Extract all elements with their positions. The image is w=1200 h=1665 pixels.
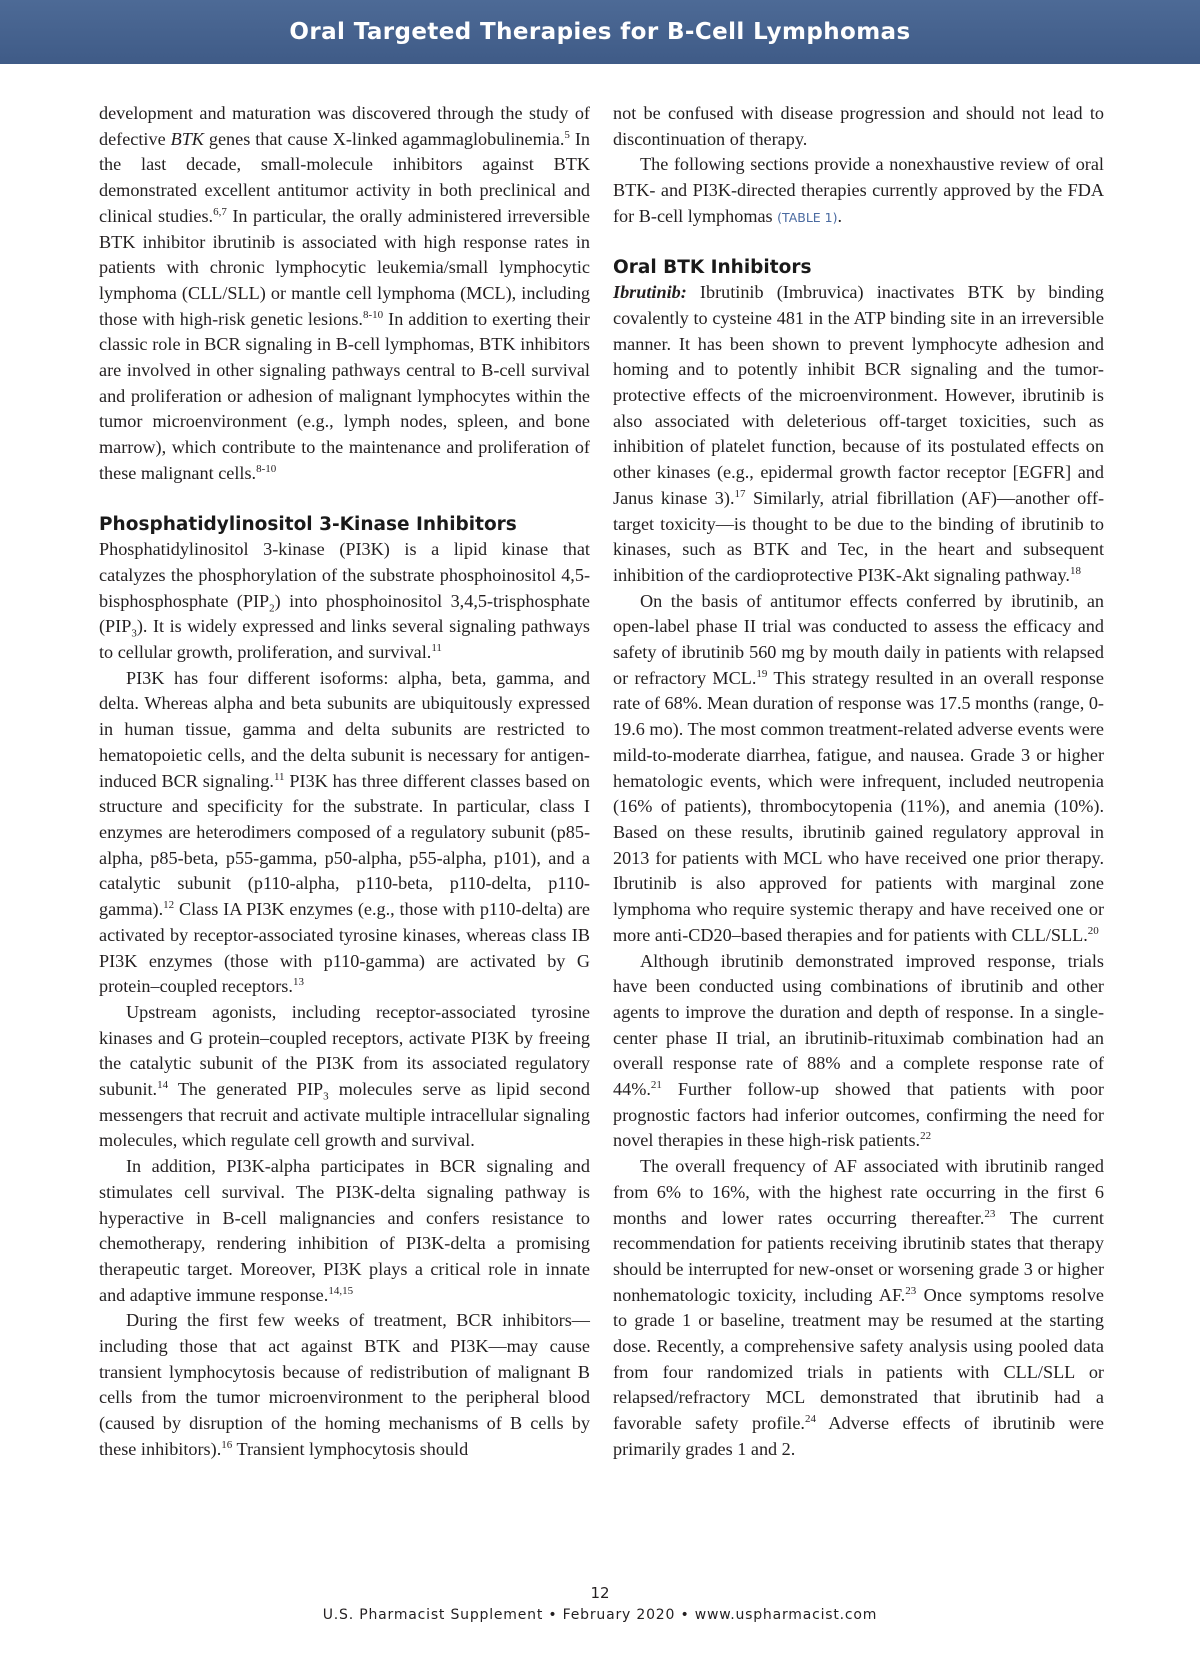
paragraph: The overall frequency of AF associated with ibrutinib ranged from 6% to 16%, with the highest rate occurring in the first 6 months and lower rates occurring thereafter.$^{23}$ The current recommendation for patients receiving ibrutinib states that therapy should be interrupted for new-onset or worsening grade 3 or higher nonhematologic toxicity, including AF.$^{23}$ Once symptoms resolve to grade 1 or baseline, treatment may be resumed at the starting dose. Recently, a comprehensive safety analysis using pooled data from four randomized trials in patients with CLL/SLL or relapsed/refractory MCL demonstrated that ibrutinib had a favorable safety profile.$^{24}$ Adverse effects of ibrutinib were primarily grades 1 and 2.	[613, 1156, 1104, 1459]
paragraph: Phosphatidylinositol 3-kinase (PI3K) is a lipid kinase that catalyzes the phosphorylation of the substrate phosphoinositol 4,5-bisphosphosphate $(PIP_2)$ into phosphoinositol 3,4,5-trisphosphate $(PIP_3)$. It is widely expressed and links several signaling pathways to cellular growth, proliferation, and survival.$^{11}$	[99, 539, 591, 663]
paragraph: On the basis of antitumor effects conferred by ibrutinib, an open-label phase II trial was conducted to assess the efficacy and safety of ibrutinib 560 mg by mouth daily in patients with relapsed or refractory MCL.$^{19}$ This strategy resulted in an overall response rate of 68%. Mean duration of response was 17.5 months (range, 0-19.6 mo). The most common treatment-related adverse events were mild-to-moderate diarrhea, fatigue, and nausea. Grade 3 or higher hematologic events, which were infrequent, included neutropenia (16% of patients), thrombocytopenia (11%), and anemia (10%). Based on these results, ibrutinib gained regulatory approval in 2013 for patients with MCL who have received one prior therapy. Ibrutinib is also approved for patients with marginal zone lymphoma who require systemic therapy and have received one or more anti-CD20–based therapies and for patients with CLL/SLL.$^{20}$	[613, 590, 1104, 945]
paragraph: development and maturation was discovered through the study of defective BTK genes that cause X-linked agammaglobulinemia.$^5$ In the last decade, small-molecule inhibitors against BTK demonstrated excellent antitumor activity in both preclinical and clinical studies.$^{6,7}$ In particular, the orally administered irreversible BTK inhibitor ibrutinib is associated with high response rates in patients with chronic lymphocytic leukemia/small lymphocytic lymphoma (CLL/SLL) or mantle cell lymphoma (MCL), including those with high-risk genetic lesions.$^{8-10}$ In addition to exerting their classic role in BCR signaling in B-cell lymphomas, BTK inhibitors are involved in other signaling pathways central to B-cell survival and proliferation or adhesion of malignant lymphocytes within the tumor microenvironment (e.g., lymph nodes, spleen, and bone marrow), which contribute to the maintenance and proliferation of these malignant cells.$^{8-10}$	[99, 103, 590, 483]
citation: 14,15	[328, 1284, 354, 1297]
paragraph: PI3K has four different isoforms: alpha, beta, gamma, and delta. Whereas alpha and beta subunits are ubiquitously expressed in human tissue, gamma and delta subunits are restricted to hematopoietic cells, and the delta subunit is necessary for antigen-induced BCR signaling.$^{11}$ PI3K has three different classes based on structure and specificity for the substrate. In particular, class I enzymes are heterodimers composed of a regulatory subunit (p85-alpha, p85-beta, p55-gamma, p50-alpha, p55-alpha, p101), and a catalytic subunit (p110-alpha, p110-beta, p110-delta, p110-gamma).$^{12}$ Class IA PI3K enzymes (e.g., those with p110-delta) are activated by receptor-associated tyrosine kinases, whereas class IB PI3K enzymes (those with p110-gamma) are activated by G protein–coupled receptors.$^{13}$	[99, 667, 590, 997]
citation: 22	[920, 1130, 932, 1143]
citation: 12	[163, 899, 175, 912]
citation: 8-10	[362, 308, 384, 321]
citation: 23	[984, 1207, 996, 1220]
run-in-heading: Ibrutinib:	[613, 282, 687, 303]
citation: 18	[1069, 564, 1081, 577]
citation: 23	[905, 1284, 917, 1297]
citation: 5	[564, 128, 570, 141]
paragraph: Upstream agonists, including receptor-associated tyrosine kinases and G protein–coupled receptors, activate PI3K by freeing the catalytic subunit of the PI3K from its associated regulatory subunit.$^{14}$ The generated $PIP_3$ molecules serve as lipid second messengers that recruit and activate multiple intracellular signaling molecules, which regulate cell growth and survival.	[99, 1001, 590, 1151]
paragraph: Ibrutinib: Ibrutinib (Imbruvica) inactivates BTK by binding covalently to cysteine 481 in the ATP binding site in an irreversible manner. It has been shown to prevent lymphocyte adhesion and homing and to potently inhibit BCR signaling and the tumor-protective effects of the microenvironment. However, ibrutinib is also associated with deleterious off-target toxicities, such as inhibition of platelet function, because of its postulated effects on other kinases (e.g., epidermal growth factor receptor [EGFR] and Janus kinase 3).$^{17}$ Similarly, atrial fibrillation (AF)—another off-target toxicity—is thought to be due to the binding of ibrutinib to kinases, such as BTK and Tec, in the heart and subsequent inhibition of the cardioprotective PI3K-Akt signaling pathway.$^{18}$	[613, 282, 1105, 585]
citation: 16	[221, 1438, 233, 1451]
citation: 13	[292, 976, 304, 989]
paragraph: In addition, PI3K-alpha participates in BCR signaling and stimulates cell survival. The PI3K-delta signaling pathway is hyperactive in B-cell malignancies and confers resistance to chemotherapy, rendering inhibition of PI3K-delta a promising therapeutic target. Moreover, PI3K plays a critical role in innate and adaptive immune response.$^{14,15}$	[99, 1156, 590, 1305]
citation: 8-10	[256, 462, 277, 475]
paragraph: not be confused with disease progression and should not lead to discontinuation of therapy.	[613, 103, 1104, 149]
citation: 20	[1087, 924, 1099, 937]
page-number: 12	[590, 1584, 610, 1602]
right-column	[613, 101, 1104, 1463]
paragraph: The following sections provide a nonexhaustive review of oral BTK- and PI3K-directed therapies currently approved by the FDA for B-cell lymphomas (TABLE 1).	[613, 154, 1104, 226]
citation: 11	[431, 642, 442, 654]
citation: 11	[273, 770, 285, 783]
left-column	[99, 101, 590, 1463]
section-heading-btk: Oral BTK Inhibitors	[613, 256, 812, 278]
citation: 21	[650, 1078, 662, 1091]
footer-line: U.S. Pharmacist Supplement • February 2020 • www.uspharmacist.com	[322, 1607, 878, 1623]
header-banner	[0, 0, 1200, 64]
paragraph: Although ibrutinib demonstrated improved response, trials have been conducted using combinations of ibrutinib and other agents to improve the duration and depth of response. In a single-center phase II trial, an ibrutinib-rituximab combination had an overall response rate of 88% and a complete response rate of 44%.$^{21}$ Further follow-up showed that patients with poor prognostic factors had inferior outcomes, confirming the need for novel therapies in these high-risk patients.$^{22}$	[613, 950, 1104, 1151]
table-reference-link[interactable]: (TABLE 1)	[777, 209, 838, 225]
citation: 14	[157, 1078, 169, 1091]
paragraph: During the first few weeks of treatment, BCR inhibitors—including those that act against BTK and PI3K—may cause transient lymphocytosis because of redistribution of malignant B cells from the tumor microenvironment to the peripheral blood (caused by disruption of the homing mechanisms of B cells by these inhibitors).$^{16}$ Transient lymphocytosis should	[99, 1310, 590, 1459]
header-title: Oral Targeted Therapies for B-Cell Lymphomas	[289, 19, 911, 45]
citation: 17	[734, 487, 746, 500]
citation: 24	[804, 1413, 816, 1426]
citation: 6,7	[213, 205, 227, 218]
section-heading-pi3k: Phosphatidylinositol 3-Kinase Inhibitors	[99, 513, 517, 535]
citation: 19	[756, 667, 768, 680]
